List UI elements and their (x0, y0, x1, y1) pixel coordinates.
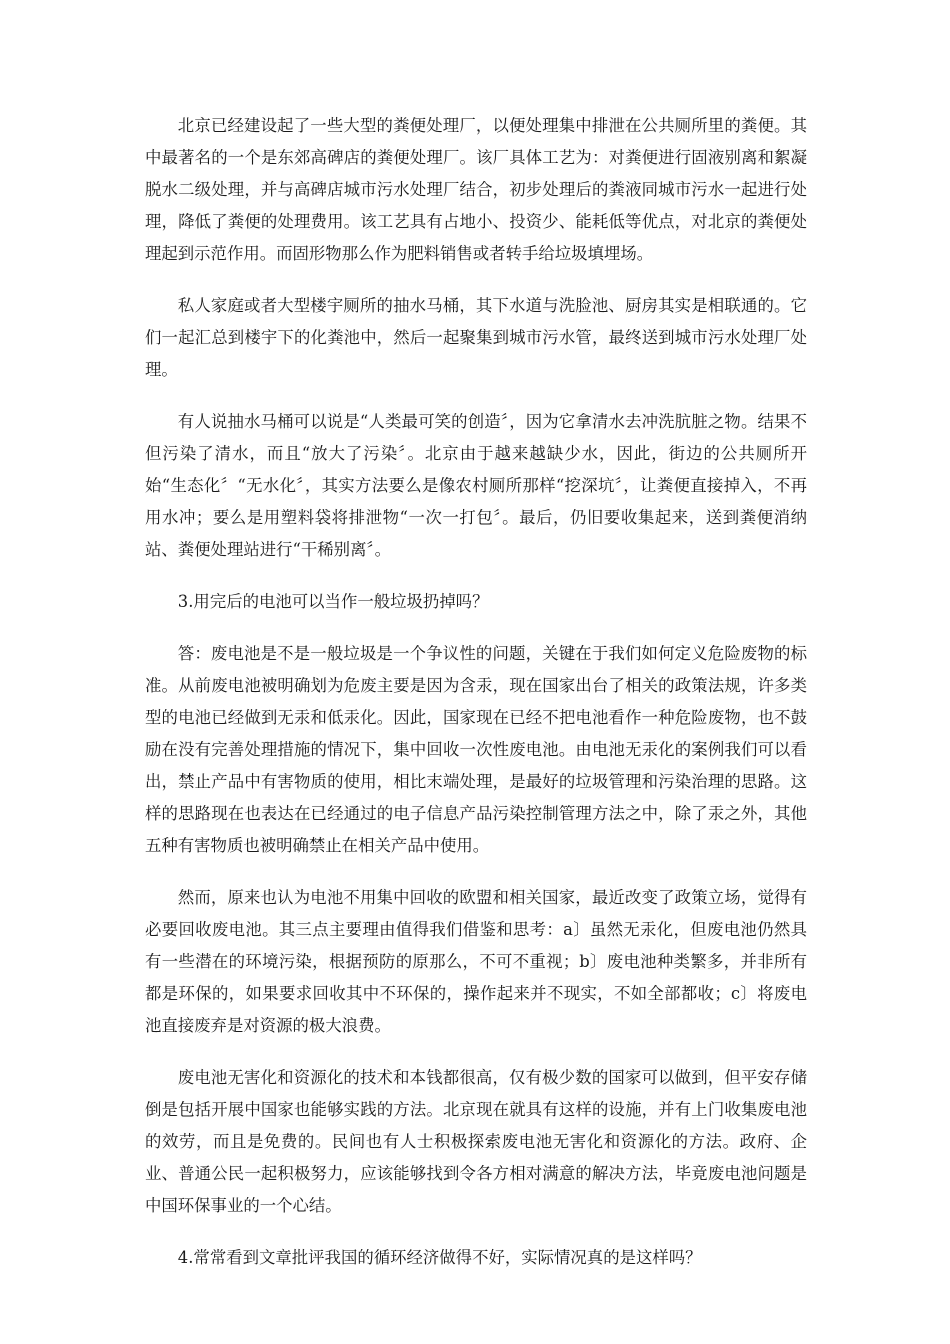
paragraph-household-toilets: 私人家庭或者大型楼宇厕所的抽水马桶，其下水道与洗脸池、厨房其实是相联通的。它们一起汇总到楼宇下的化粪池中，然后一起聚集到城市污水管，最终送到城市污水处理厂处理。 (145, 296, 807, 379)
question-3-heading: 3.用完后的电池可以当作一般垃圾扔掉吗？ (177, 592, 489, 611)
answer-waste-battery: 答：废电池是不是一般垃圾是一个争议性的问题，关键在于我们如何定义危险废物的标准。从前废电池被明确划为危废主要是因为含汞，现在国家出台了相关的政策法规，许多类型的电池已经做到无汞和低汞化。因此，国家现在已经不把电池看作一种危险废物，也不鼓励在没有完善处理措施的情况下，集中回收一次性废电池。由电池无汞化的案例我们可以看出，禁止产品中有害物质的使用，相比末端处理，是最好的垃圾管理和污染治理的思路。这样的思路现在也表达在已经通过的电子信息产品污染控制管理方法之中，除了汞之外，其他五种有害物质也被明确禁止在相关产品中使用。 (145, 644, 807, 855)
paragraph-beijing-treatment-plant: 北京已经建设起了一些大型的粪便处理厂，以便处理集中排泄在公共厕所里的粪便。其中最著名的一个是东郊高碑店的粪便处理厂。该厂具体工艺为：对粪便进行固液别离和絮凝脱水二级处理，并与高碑店城市污水处理厂结合，初步处理后的粪液同城市污水一起进行处理，降低了粪便的处理费用。该工艺具有占地小、投资少、能耗低等优点，对北京的粪便处理起到示范作用。而固形物那么作为肥料销售或者转手给垃圾填埋场。 (145, 116, 807, 263)
paragraph-battery-solutions: 废电池无害化和资源化的技术和本钱都很高，仅有极少数的国家可以做到，但平安存储倒是包括开展中国家也能够实践的方法。北京现在就具有这样的设施，并有上门收集废电池的效劳，而且是免费的。民间也有人士积极探索废电池无害化和资源化的方法。政府、企业、普通公民一起积极努力，应该能够找到令各方相对满意的解决方法，毕竟废电池问题是中国环保事业的一个心结。 (145, 1068, 807, 1215)
paragraph-eu-policy: 然而，原来也认为电池不用集中回收的欧盟和相关国家，最近改变了政策立场，觉得有必要回收废电池。其三点主要理由值得我们借鉴和思考：a〕虽然无汞化，但废电池仍然具有一些潜在的环境污染，根据预防的原那么，不可不重视；b〕废电池种类繁多，并非所有都是环保的，如果要求回收其中不环保的，操作起来并不现实，不如全部都收；c〕将废电池直接废弃是对资源的极大浪费。 (145, 888, 807, 1035)
document-body (145, 110, 807, 1294)
paragraph-flush-toilet-critique: 有人说抽水马桶可以说是“人类最可笑的创造〞，因为它拿清水去冲洗肮脏之物。结果不但污染了清水，而且“放大了污染〞。北京由于越来越缺少水，因此，街边的公共厕所开始“生态化〞“无水化〞，其实方法要么是像农村厕所那样“挖深坑〞，让粪便直接掉入，不再用水冲；要么是用塑料袋将排泄物“一次一打包〞。最后，仍旧要收集起来，送到粪便消纳站、粪便处理站进行“干稀别离〞。 (145, 412, 807, 559)
question-4-heading: 4.常常看到文章批评我国的循环经济做得不好，实际情况真的是这样吗？ (177, 1248, 702, 1267)
